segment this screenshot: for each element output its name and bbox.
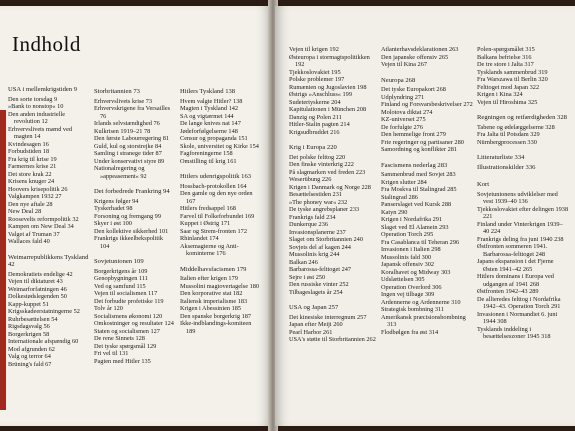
- toc-section-title: Illustrationskilder 336: [477, 163, 536, 171]
- toc-section-title: Det forbedrede Frankring 94: [94, 188, 170, 195]
- toc-entry: Borgerkrigen 58: [8, 330, 50, 338]
- toc-entry: Mussolinis krig 244: [289, 251, 340, 258]
- toc-entry: Omkostninger og resultater 124: [94, 320, 174, 327]
- toc-entry: Under konservativt styre 89: [94, 157, 165, 165]
- toc-entry: Nürnbergprocessen 330: [477, 138, 537, 146]
- toc-entry: Samling i stranege tider 87: [94, 150, 162, 157]
- toc-entry: Skyer i øst 100: [94, 220, 132, 227]
- toc-entry: Det polske felttog 220: [289, 153, 346, 161]
- toc-entry: Frankrigs ikkeelbekspolitik 104: [94, 235, 164, 250]
- toc-entry: Danzig og Polen 211: [289, 113, 342, 121]
- toc-entry: Saar og Strem-fronten 172: [180, 227, 247, 235]
- toc-entry: Censur og propaganda 151: [180, 135, 248, 142]
- toc-entry: Den første Labourregering 81: [94, 135, 170, 142]
- toc-entry: Frankrigs deling fra juni 1940 238: [477, 235, 564, 243]
- toc-entry: Krigen slutter 284: [381, 178, 427, 186]
- toc-entry: Kvindesagen 16: [8, 140, 49, 148]
- toc-entry: Farvel til Folkeforbundet 169: [180, 212, 255, 220]
- toc-entry: Tolv år 120: [94, 305, 123, 312]
- toc-section-title: Regningen og retfærdigheden 328: [477, 114, 567, 121]
- toc-section-title: Storbritannien 73: [94, 88, 140, 95]
- toc-section-title: Fascismens nederlag 283: [381, 161, 448, 169]
- toc-entry: Fra krig til krise 19: [8, 155, 57, 163]
- toc-entry: Kulkrisen 1919–21 78: [94, 127, 151, 135]
- toc-entry: Det tyske spørgsmål 129: [94, 342, 157, 350]
- toc-entry: Molotova diktat 274: [381, 108, 433, 116]
- toc-entry: Den nye aftale 28: [8, 200, 53, 208]
- toc-entry: Balkans befrielse 316: [477, 53, 532, 61]
- toc-section-title: USA og Japan 257: [289, 304, 339, 311]
- toc-entry: Forbudstiden 18: [8, 148, 50, 155]
- toc-entry: Nationalregering og »appeasement« 92: [94, 165, 147, 180]
- toc-entry: Barbarossa-felttoget 247: [289, 266, 352, 273]
- toc-list: [94, 268, 174, 366]
- toc-section-title: Sovjetunionen 109: [94, 258, 144, 265]
- toc-entry: De allieredes felttog i Nordafrika 1942–43. Operation Torch 291: [477, 295, 561, 310]
- toc-entry: Mod afgrunden 62: [8, 345, 55, 353]
- toc-entry: Det forbudte profetiske 119: [94, 297, 164, 305]
- toc-entry: Østrigs »Anschluss« 199: [289, 91, 352, 98]
- toc-entry: Wallaces fald 40: [8, 238, 50, 245]
- toc-entry: Den sorte torsdag 9: [8, 95, 58, 103]
- toc-entry: Det tyske Europakort 268: [381, 86, 446, 93]
- toc-entry: Rumænien og Jugoslavien 198: [289, 83, 367, 91]
- toc-entry: »The phoney war« 232: [289, 198, 348, 206]
- toc-entry: Finland under Vinterkrigen 1939–40 224: [477, 220, 563, 235]
- toc-list: [180, 98, 262, 166]
- toc-entry: Brüning's fald 67: [8, 360, 52, 368]
- toc-section-title: Hitlers udenrigspolitik 163: [180, 173, 252, 180]
- toc-column-6: [477, 46, 569, 341]
- toc-entry: USA's støtte til Storbritannien 262: [289, 336, 376, 343]
- toc-entry: De forfulgte 276: [381, 123, 423, 131]
- toc-column-2: [94, 88, 174, 365]
- toc-entry: Koralhavet og Midway 303: [381, 268, 451, 276]
- toc-entry: Japansk offensiv 302: [381, 261, 435, 268]
- toc-entry: Ardennerne og Ardennerne 310: [381, 298, 461, 306]
- toc-entry: Slaget om Storbritannien 240: [289, 236, 363, 243]
- toc-entry: Japan efter Meiji 260: [289, 321, 343, 328]
- toc-entry: Omstilling til krig 161: [180, 157, 237, 165]
- toc-list: [381, 46, 473, 69]
- toc-entry: Operation Overlord 306: [381, 283, 442, 291]
- toc-entry: Besættelsestiden 231: [289, 191, 342, 198]
- toc-entry: Fra Casablanca til Teheran 296: [381, 238, 460, 246]
- toc-list: [477, 124, 569, 147]
- toc-entry: Frie regeringer og partisaner 280: [381, 138, 464, 146]
- toc-entry: Ved og samfund 115: [94, 282, 146, 290]
- toc-entry: De lange knives nat 147: [180, 120, 241, 127]
- toc-entry: Fra Warszawa til Berlin 320: [477, 76, 548, 83]
- toc-entry: Krisens knuger 24: [8, 178, 55, 185]
- toc-entry: Vejen til socialismen 117: [94, 290, 158, 297]
- toc-column-5: [381, 46, 473, 336]
- toc-entry: Den korporative stat 182: [180, 290, 243, 297]
- toc-entry: Pagten med Hitler 135: [94, 357, 151, 365]
- toc-entry: Aksemagterne og Anti-kominterne 176: [180, 242, 239, 257]
- toc-entry: Amerikansk præcisionsbombning 313: [381, 313, 466, 328]
- toc-section-title: USA i mellemkrigstiden 9: [8, 86, 78, 93]
- toc-entry: Atlanterhavsdeklarationen 263: [381, 46, 459, 53]
- toc-entry: Hitler-Stalin pagten 214: [289, 121, 350, 128]
- toc-entry: Polen-spørgsmålet 315: [477, 46, 535, 53]
- toc-entry: Valget af Truman 37: [8, 230, 60, 238]
- toc-entry: Panserslaget ved Kursk 288: [381, 201, 452, 208]
- toc-entry: Skole, universitet og Kirke 154: [180, 142, 259, 150]
- toc-entry: Genopbygningen 111: [94, 275, 148, 282]
- toc-entry: Weimarforfatningen 46: [8, 285, 67, 293]
- toc-entry: Krigsskadeerstatningerne 52: [8, 308, 80, 315]
- toc-entry: Vejen til Hiroshima 325: [477, 98, 538, 106]
- toc-entry: Den hemmelige front 279: [381, 131, 446, 138]
- toc-entry: Kapitulationen i München 208: [289, 106, 367, 113]
- toc-section-title: Litteraturliste 334: [477, 154, 525, 161]
- toc-entry: Mussolini magtovertagelse 180: [180, 282, 260, 290]
- toc-column-4: [289, 46, 377, 344]
- toc-column-1: [8, 86, 90, 368]
- toc-entry: Demokratiets endelige 42: [8, 270, 73, 278]
- toc-entry: Den gamle og den nye orden 167: [180, 190, 253, 205]
- toc-entry: Forsoning og fremgang 99: [94, 212, 161, 220]
- toc-entry: Stalingrad 286: [381, 193, 418, 201]
- toc-entry: Farmernes krise 21: [8, 163, 57, 170]
- toc-entry: Tysklands inddeling i besættelseszoner 1945 318: [477, 325, 551, 340]
- toc-entry: Hossbach-protokollen 164: [180, 182, 247, 190]
- toc-list: [289, 46, 377, 136]
- toc-entry: Staten og socialismen 127: [94, 327, 160, 335]
- toc-entry: Samordning og konflikter 281: [381, 146, 458, 153]
- toc-entry: Weserübung 226: [289, 176, 332, 183]
- toc-entry: Det store krak 22: [8, 170, 52, 178]
- toc-entry: Hitlers fredsappel 168: [180, 205, 236, 212]
- toc-entry: Fra Moskva til Stalingrad 285: [381, 186, 457, 193]
- toc-entry: Irlands selvstændighed 76: [94, 120, 160, 127]
- toc-list: [180, 275, 262, 335]
- page-title: Indhold: [12, 32, 81, 56]
- toc-entry: Ruhrbesættelsen 54: [8, 315, 58, 323]
- toc-entry: Ingen vej tilbage 309: [381, 291, 435, 298]
- toc-entry: Krigen i Abessinien 185: [180, 305, 242, 312]
- toc-list: [8, 271, 90, 369]
- toc-section-title: Middelhavsfacismen 179: [180, 265, 247, 273]
- toc-entry: Vejen til diktaturet 43: [8, 278, 63, 285]
- toc-entry: Den spanske borgerkrig 187: [180, 312, 252, 320]
- toc-entry: Socialismens økonomi 120: [94, 312, 163, 320]
- toc-entry: Krigen i Kina 324: [477, 91, 523, 98]
- toc-section-title: Weimarrepublikkens Tyskland 42: [8, 253, 89, 268]
- toc-entry: Tjekkoslovakiet efter delingen 1938 221: [477, 205, 569, 220]
- toc-entry: Sudetertyskerne 204: [289, 98, 341, 106]
- toc-entry: Den anden industrielle revolution 12: [8, 110, 66, 125]
- toc-list: [289, 314, 377, 344]
- toc-list: [180, 183, 262, 258]
- toc-list: [381, 171, 473, 336]
- toc-list: [477, 191, 569, 341]
- toc-entry: Slaget ved El Alamein 293: [381, 223, 449, 231]
- toc-entry: Roosevelts reformpolitik 32: [8, 215, 79, 223]
- toc-entry: Det kinesiske interregnum 257: [289, 313, 367, 321]
- toc-entry: Frankrigs fald 234: [289, 213, 336, 221]
- toc-entry: Guld, kul og storstrejke 84: [94, 142, 162, 150]
- toc-entry: Pearl Harbor 261: [289, 328, 333, 336]
- toc-entry: Østfronten 1942–43 289: [477, 288, 539, 295]
- toc-entry: Sammenbrud med Sovjet 283: [381, 171, 456, 178]
- toc-entry: Sejre i øst 250: [289, 273, 326, 281]
- toc-entry: De tre store i Jalta 317: [477, 61, 534, 68]
- toc-entry: Flodbølgen fra øst 314: [381, 328, 439, 336]
- toc-section-title: Krig i Europa 220: [289, 144, 337, 151]
- toc-entry: Fra Jalta til Potsdam 329: [477, 131, 540, 138]
- toc-entry: Katyn 290: [381, 208, 408, 216]
- toc-entry: Hitlers dominans i Europa ved udgangen af 1941 268: [477, 273, 554, 288]
- toc-entry: Valgkampen 1932 27: [8, 193, 62, 200]
- toc-entry: Sovjetunionens udviklelser med vest 1939–40 136: [477, 190, 558, 205]
- page-edge-decoration: [0, 110, 6, 410]
- toc-entry: Balkan 246: [289, 258, 318, 266]
- toc-entry: Tyskerhadet 98: [94, 205, 133, 212]
- toc-entry: Tysklands sammenbrud 319: [477, 68, 548, 76]
- toc-list: [477, 46, 569, 106]
- toc-entry: Østeuropa i stormagtspolitikken 192: [289, 53, 370, 68]
- toc-entry: Østfronten sommeren 1941. Barbarossa-felttoget 248: [477, 243, 548, 258]
- toc-column-3: [180, 88, 262, 335]
- toc-entry: SA og vigtærmet 144: [180, 112, 234, 120]
- toc-entry: Vejen til Kina 267: [381, 61, 427, 68]
- toc-entry: Invasionen i Normandiet 6. juni 1944 308: [477, 310, 558, 325]
- toc-list: [289, 154, 377, 297]
- toc-entry: Mussolinis fald 300: [381, 253, 432, 261]
- toc-entry: Krigens følger 94: [94, 197, 139, 205]
- toc-entry: Erhvervslivets mænd ved magten 14: [8, 125, 73, 140]
- toc-entry: Japans ekspansion i det Fjerne Østen 1941–42 265: [477, 258, 554, 273]
- toc-entry: Den russiske vinter 252: [289, 281, 349, 288]
- toc-entry: Dunkerque 236: [289, 221, 328, 228]
- toc-entry: Internationale afspændig 60: [8, 338, 79, 345]
- toc-list: [94, 98, 174, 181]
- toc-entry: Krigsudbruddet 216: [289, 128, 340, 136]
- toc-entry: Magten i Tyskland 142: [180, 105, 239, 112]
- toc-list: [8, 96, 90, 246]
- toc-section-title: Hitlers Tyskland 138: [180, 88, 236, 95]
- toc-entry: Den kollektive sikkerhed 101: [94, 227, 169, 235]
- toc-entry: Erhvervskrigene fra Versailles 76: [94, 105, 171, 120]
- toc-entry: De rene Sinnets 128: [94, 335, 145, 342]
- toc-entry: Jødeforfølgelserne 148: [180, 127, 238, 135]
- toc-entry: Erhvervslivets krise 73: [94, 97, 153, 105]
- toc-entry: Vejen til krigen 192: [289, 46, 339, 53]
- toc-entry: Sovjets del af kagen 244: [289, 243, 351, 251]
- toc-entry: Invasionen i Italien 298: [381, 246, 441, 253]
- toc-entry: Den japanske offensiv 265: [381, 53, 449, 61]
- toc-entry: Dolkestødslegenden 50: [8, 293, 67, 300]
- toc-entry: »Bank to nonstop« 10: [8, 103, 64, 110]
- toc-entry: KZ-universet 275: [381, 116, 426, 123]
- toc-entry: Kapp-kuppet 51: [8, 300, 49, 308]
- toc-entry: Kuppet i Østrig 171: [180, 220, 231, 227]
- toc-entry: Tabene og ødelæggelserne 328: [477, 123, 555, 131]
- toc-entry: På slagmarken ved freden 223: [289, 168, 366, 176]
- left-page: [0, 6, 271, 426]
- toc-entry: Tilbageslagets år 254: [289, 288, 343, 296]
- toc-entry: Fri vel til 131: [94, 350, 129, 357]
- toc-entry: Udplyndring 271: [381, 93, 425, 101]
- toc-section-title: Kort: [477, 181, 490, 188]
- toc-entry: Italien efter krigen 179: [180, 275, 238, 282]
- toc-section-title: Neuropa 268: [381, 76, 416, 84]
- toc-entry: De tyske angrebsplaner 233: [289, 206, 360, 213]
- toc-entry: Operation Torch 295: [381, 231, 434, 238]
- toc-entry: Valg og terror 64: [8, 353, 51, 360]
- toc-entry: Fagforeningerne 158: [180, 150, 233, 157]
- right-page: [275, 6, 575, 426]
- toc-entry: Hoovers krisepolitik 26: [8, 185, 68, 193]
- toc-entry: New Deal 28: [8, 208, 42, 215]
- toc-list: [94, 198, 174, 251]
- toc-list: [381, 86, 473, 154]
- toc-entry: Strategisk bombning 311: [381, 306, 445, 313]
- toc-entry: Rhinlandet 174: [180, 235, 219, 242]
- toc-entry: Udslættelsen 305: [381, 276, 425, 283]
- toc-entry: Kampen om New Deal 34: [8, 223, 74, 230]
- toc-entry: Italiensk imperialisme 183: [180, 297, 248, 305]
- toc-entry: Hvem valgte Hitler? 138: [180, 97, 243, 105]
- toc-entry: Den finske vinterkrig 222: [289, 161, 354, 168]
- toc-entry: Rigsdagsvalg 56: [8, 323, 50, 330]
- toc-entry: Tjekkoslovakiet 195: [289, 68, 341, 76]
- toc-entry: Borgerkrigens år 109: [94, 267, 148, 275]
- toc-entry: Krigen i Danmark og Norge 228: [289, 183, 371, 191]
- toc-entry: Ikke-indblandings-komiteen 189: [180, 320, 252, 335]
- toc-entry: Polske problemer 197: [289, 76, 345, 83]
- toc-entry: Felttoget mod Japan 322: [477, 83, 540, 91]
- toc-entry: Krigen i Nordafrika 291: [381, 216, 443, 223]
- toc-entry: Invasionsplanerne 237: [289, 228, 346, 236]
- toc-entry: Finland og Forsvarsbeskrivelser 272: [381, 101, 473, 108]
